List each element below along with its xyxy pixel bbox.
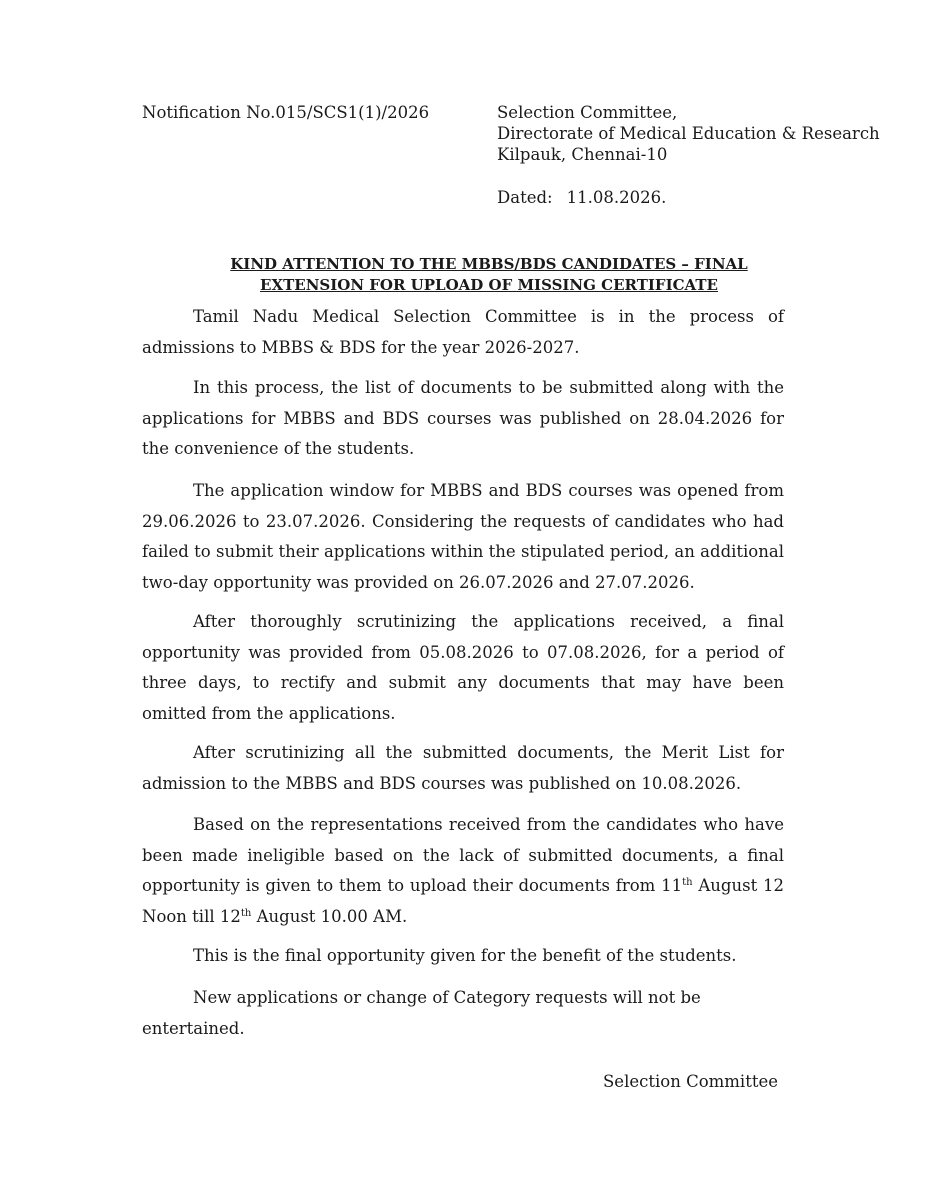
paragraph-6-part-2: August 12 Noon till 12 xyxy=(142,876,784,926)
office-line-3: Kilpauk, Chennai-10 xyxy=(497,145,668,164)
paragraph-1: Tamil Nadu Medical Selection Committee is in the process of admissions to MBBS & BDS for the year 2026-2027. xyxy=(142,307,784,357)
paragraph-2: In this process, the list of documents to be submitted along with the applications for MBBS and BDS courses was published on 28.04.2026 for the convenience of the students. xyxy=(142,378,784,458)
paragraph-7: This is the final opportunity given for the benefit of the students. xyxy=(193,946,737,965)
notice-title xyxy=(140,254,838,296)
dated-value: 11.08.2026. xyxy=(566,188,667,207)
notification-number: Notification No.015/SCS1(1)/2026 xyxy=(142,103,430,122)
paragraph-5: After scrutinizing all the submitted documents, the Merit List for admission to the MBBS and BDS courses was published on 10.08.2026. xyxy=(142,743,784,793)
paragraph-4: After thoroughly scrutinizing the applications received, a final opportunity was provided from 05.08.2026 to 07.08.2026, for a period of three days, to rectify and submit any documents that may have been omitted from the applications. xyxy=(142,612,784,723)
title-line-2: EXTENSION FOR UPLOAD OF MISSING CERTIFICATE xyxy=(260,276,718,294)
paragraph-6 xyxy=(142,810,784,932)
dated-label: Dated: xyxy=(497,188,553,207)
office-line-2: Directorate of Medical Education & Research xyxy=(497,124,880,143)
dated xyxy=(497,187,666,209)
office-line-1: Selection Committee, xyxy=(497,103,678,122)
signature: Selection Committee xyxy=(603,1072,778,1091)
ordinal-suffix-2: th xyxy=(240,907,252,919)
paragraph-6-part-1: Based on the representations received from the candidates who have been made ineligible based on the lack of submitted documents, a final opportunity is given to them to upload their documents from 11 xyxy=(142,815,784,895)
office-address xyxy=(497,102,880,165)
title-line-1: KIND ATTENTION TO THE MBBS/BDS CANDIDATES – FINAL xyxy=(230,255,748,273)
paragraph-8: New applications or change of Category requests will not be entertained. xyxy=(142,988,701,1038)
paragraph-6-part-3: August 10.00 AM. xyxy=(251,906,408,926)
paragraph-3: The application window for MBBS and BDS courses was opened from 29.06.2026 to 23.07.2026. Considering the requests of candidates who had failed to submit their applications within the stipulated period, an additional two-day opportunity was provided on 26.07.2026 and 27.07.2026. xyxy=(142,481,784,592)
ordinal-suffix-1: th xyxy=(682,877,693,888)
